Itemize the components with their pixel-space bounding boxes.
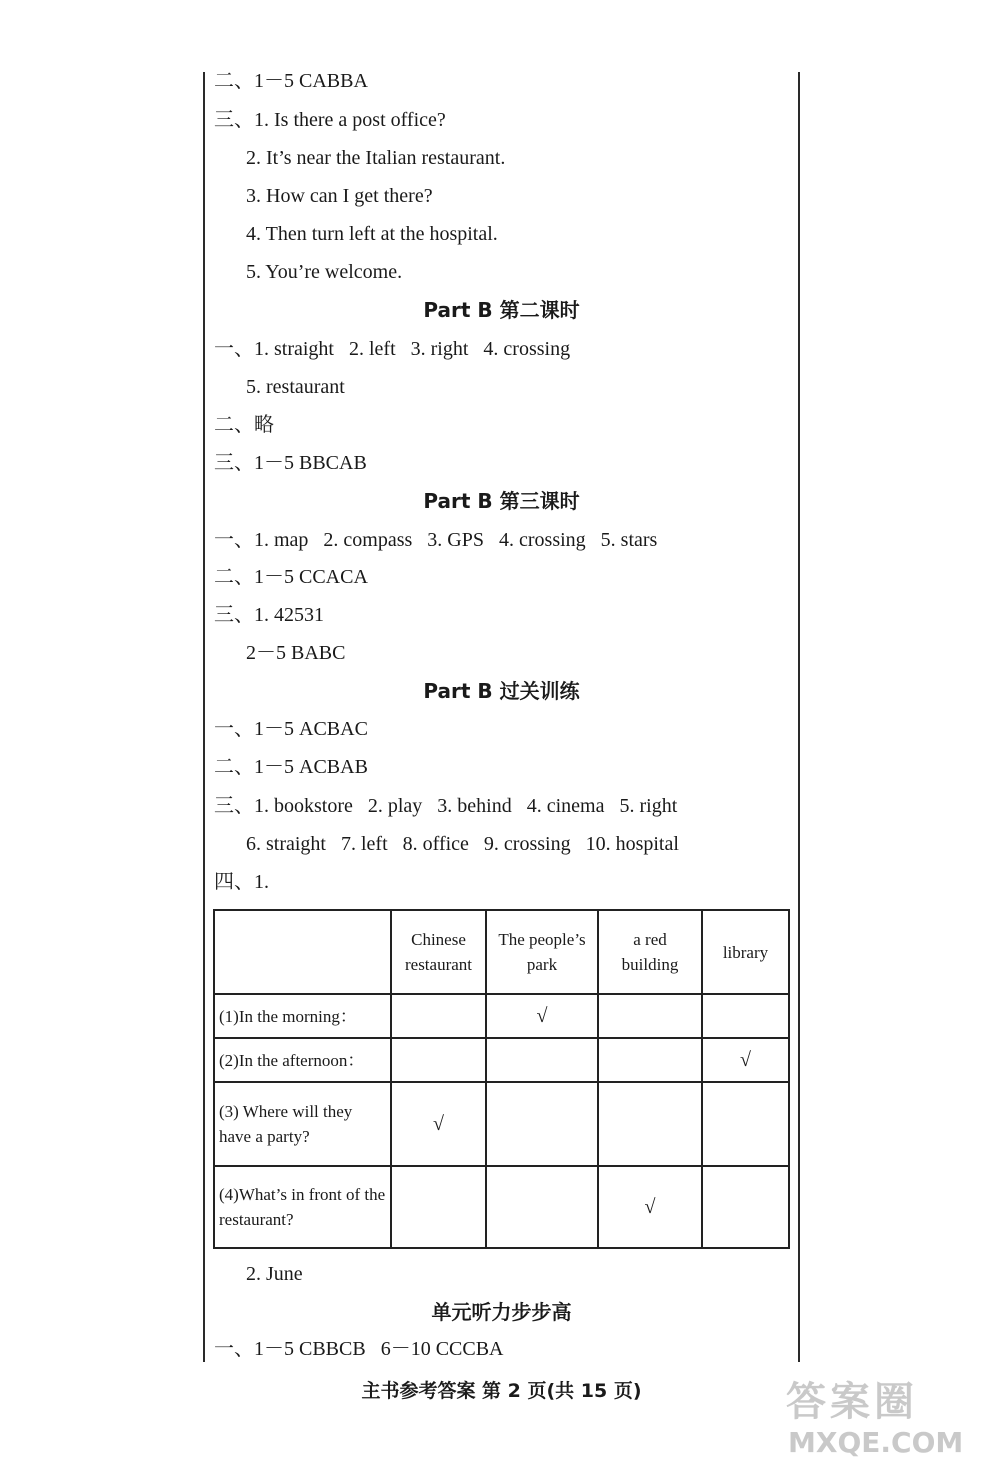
answer-line: 三、1－5 BBCAB — [214, 452, 367, 474]
check-mark: √ — [391, 1082, 486, 1166]
column-header: Chinese restaurant — [391, 910, 486, 994]
column-header: The people’s park — [486, 910, 598, 994]
answer-line: 2－5 BABC — [246, 642, 346, 664]
answer-line: 一、1. map 2. compass 3. GPS 4. crossing 5. stars — [214, 529, 658, 551]
section-heading: Part B 过关训练 — [423, 679, 580, 703]
table-row — [214, 1166, 789, 1248]
check-mark — [598, 1082, 702, 1166]
section-heading: Part B 第三课时 — [423, 489, 580, 513]
row-question: (3) Where will they have a party? — [214, 1082, 391, 1166]
answer-line: 三、1. 42531 — [214, 604, 324, 626]
row-question: (2)In the afternoon： — [214, 1038, 391, 1082]
answer-line: 一、1. straight 2. left 3. right 4. crossing — [214, 338, 571, 360]
table-row — [214, 1038, 789, 1082]
check-mark: √ — [702, 1038, 789, 1082]
answer-line: 二、略 — [214, 414, 274, 436]
answer-line: 6. straight 7. left 8. office 9. crossing 10. hospital — [246, 833, 679, 855]
row-question: (1)In the morning： — [214, 994, 391, 1038]
left-margin-rule — [203, 72, 205, 1362]
answer-line: 5. restaurant — [246, 376, 345, 398]
row-question: (4)What’s in front of the restaurant? — [214, 1166, 391, 1248]
answer-line: 2. It’s near the Italian restaurant. — [246, 147, 506, 169]
check-mark: √ — [486, 994, 598, 1038]
watermark-logo: 答案圈 — [786, 1379, 918, 1425]
answer-line: 一、1－5 ACBAC — [214, 718, 368, 740]
answer-line: 二、1－5 CABBA — [214, 70, 368, 92]
answer-line: 三、1. bookstore 2. play 3. behind 4. cinema 5. right — [214, 795, 678, 817]
section-heading: Part B 第二课时 — [423, 298, 580, 322]
check-mark — [486, 1082, 598, 1166]
column-header: a red building — [598, 910, 702, 994]
check-mark — [702, 1082, 789, 1166]
page-footer: 主书参考答案 第 2 页(共 15 页) — [361, 1380, 642, 1402]
table-row — [214, 994, 789, 1038]
answer-line: 三、1. Is there a post office? — [214, 109, 446, 131]
check-mark — [598, 994, 702, 1038]
check-mark — [391, 994, 486, 1038]
answer-line: 一、1－5 CBBCB 6－10 CCCBA — [214, 1338, 504, 1360]
check-mark — [702, 1166, 789, 1248]
check-mark — [598, 1038, 702, 1082]
answer-line: 二、1－5 ACBAB — [214, 756, 368, 778]
answer-line: 2. June — [246, 1263, 303, 1285]
answer-line: 5. You’re welcome. — [246, 261, 403, 283]
watermark — [780, 1370, 990, 1465]
check-mark — [391, 1166, 486, 1248]
answer-line: 二、1－5 CCACA — [214, 566, 368, 588]
answer-line: 3. How can I get there? — [246, 185, 433, 207]
table-header-row — [214, 910, 789, 994]
column-header: library — [702, 910, 789, 994]
section-heading: 单元听力步步高 — [431, 1300, 572, 1324]
check-mark — [702, 994, 789, 1038]
watermark-url: MXQE.COM — [788, 1426, 964, 1459]
answer-table — [213, 909, 790, 1249]
answer-line: 四、1. — [214, 871, 269, 893]
answer-line: 4. Then turn left at the hospital. — [246, 223, 498, 245]
check-mark: √ — [598, 1166, 702, 1248]
check-mark — [486, 1166, 598, 1248]
column-header — [214, 910, 391, 994]
table-row — [214, 1082, 789, 1166]
check-mark — [486, 1038, 598, 1082]
check-mark — [391, 1038, 486, 1082]
right-margin-rule — [798, 72, 800, 1362]
